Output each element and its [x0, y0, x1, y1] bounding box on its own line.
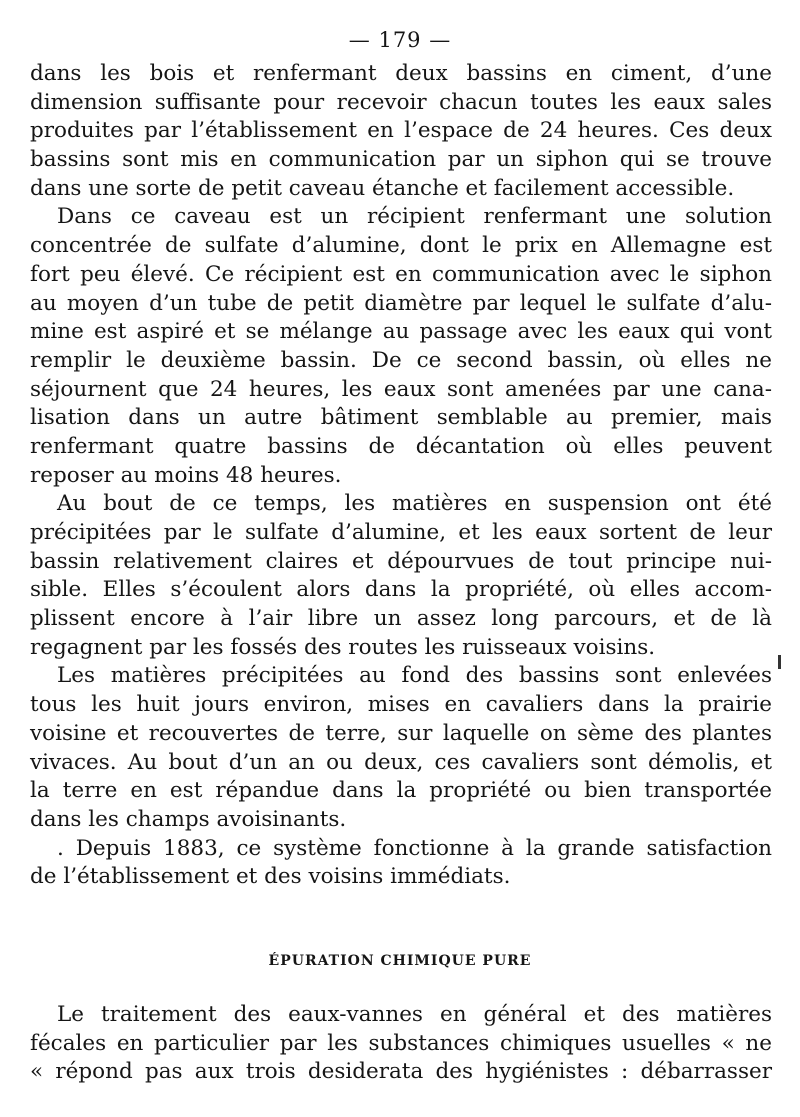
section-heading: ÉPURATION CHIMIQUE PURE — [268, 953, 532, 969]
text-line: séjournent que 24 heures, les eaux sont amenées par une cana- — [30, 376, 772, 402]
text-line: renfermant quatre bassins de décantation où elles peuvent — [30, 433, 772, 459]
text-line: fort peu élevé. Ce récipient est en communication avec le siphon — [30, 261, 772, 287]
text-line: Au bout de ce temps, les matières en suspension ont été — [57, 491, 772, 517]
text-line: fécales en particulier par les substances chimiques usuelles « ne — [30, 1030, 772, 1056]
text-line: précipitées par le sulfate d’alumine, et les eaux sortent de leur — [30, 520, 772, 545]
text-line: la terre en est répandue dans la propriété ou bien transportée — [30, 778, 772, 804]
text-line: concentrée de sulfate d’alumine, dont le prix en Allemagne est — [30, 233, 772, 259]
text-line: « répond pas aux trois desiderata des hygiénistes : débarrasser — [30, 1059, 772, 1085]
text-line: remplir le deuxième bassin. De ce second bassin, où elles ne — [30, 347, 772, 373]
text-line: dans les bois et renfermant deux bassins en ciment, d’une — [30, 61, 772, 86]
text-line: produites par l’établissement en l’espace de 24 heures. Ces deux — [30, 118, 772, 144]
text-line: mine est aspiré et se mélange au passage avec les eaux qui vont — [30, 319, 772, 345]
text-line: bassin relativement claires et dépourvues de tout principe nui- — [30, 548, 772, 574]
text-line: reposer au moins 48 heures. — [30, 462, 342, 488]
text-line: Le traitement des eaux-vannes en général et des matières — [57, 1002, 772, 1027]
text-line: de l’établissement et des voisins immédiats. — [30, 864, 511, 890]
body-text-block — [30, 60, 772, 892]
text-line: vivaces. Au bout d’un an ou deux, ces cavaliers sont démolis, et — [30, 749, 772, 775]
text-line: lisation dans un autre bâtiment semblable au premier, mais — [30, 405, 772, 431]
text-line: Dans ce caveau est un récipient renfermant une solution — [57, 204, 772, 230]
text-line: . Depuis 1883, ce système fonctionne à la grande satisfaction — [57, 835, 772, 861]
text-line: dimension suffisante pour recevoir chacun toutes les eaux sales — [30, 89, 772, 115]
text-line: dans une sorte de petit caveau étanche et facilement accessible. — [30, 175, 735, 201]
text-line: plissent encore à l’air libre un assez long parcours, et de là — [30, 606, 772, 632]
text-line: bassins sont mis en communication par un siphon qui se trouve — [30, 147, 772, 173]
text-line: Les matières précipitées au fond des bassins sont enlevées — [57, 663, 772, 689]
text-line: regagnent par les fossés des routes les ruisseaux voisins. — [30, 634, 656, 660]
text-line: au moyen d’un tube de petit diamètre par lequel le sulfate d’alu- — [30, 290, 772, 316]
text-line: dans les champs avoisinants. — [30, 806, 347, 832]
section-body-text — [30, 1001, 772, 1087]
text-line: sible. Elles s’écoulent alors dans la propriété, où elles accom- — [30, 577, 772, 603]
text-line: tous les huit jours environ, mises en cavaliers dans la prairie — [30, 692, 772, 718]
page-number-header: — 179 — — [348, 28, 452, 52]
text-line: voisine et recouvertes de terre, sur laquelle on sème des plantes — [30, 720, 772, 746]
margin-mark — [778, 655, 781, 669]
